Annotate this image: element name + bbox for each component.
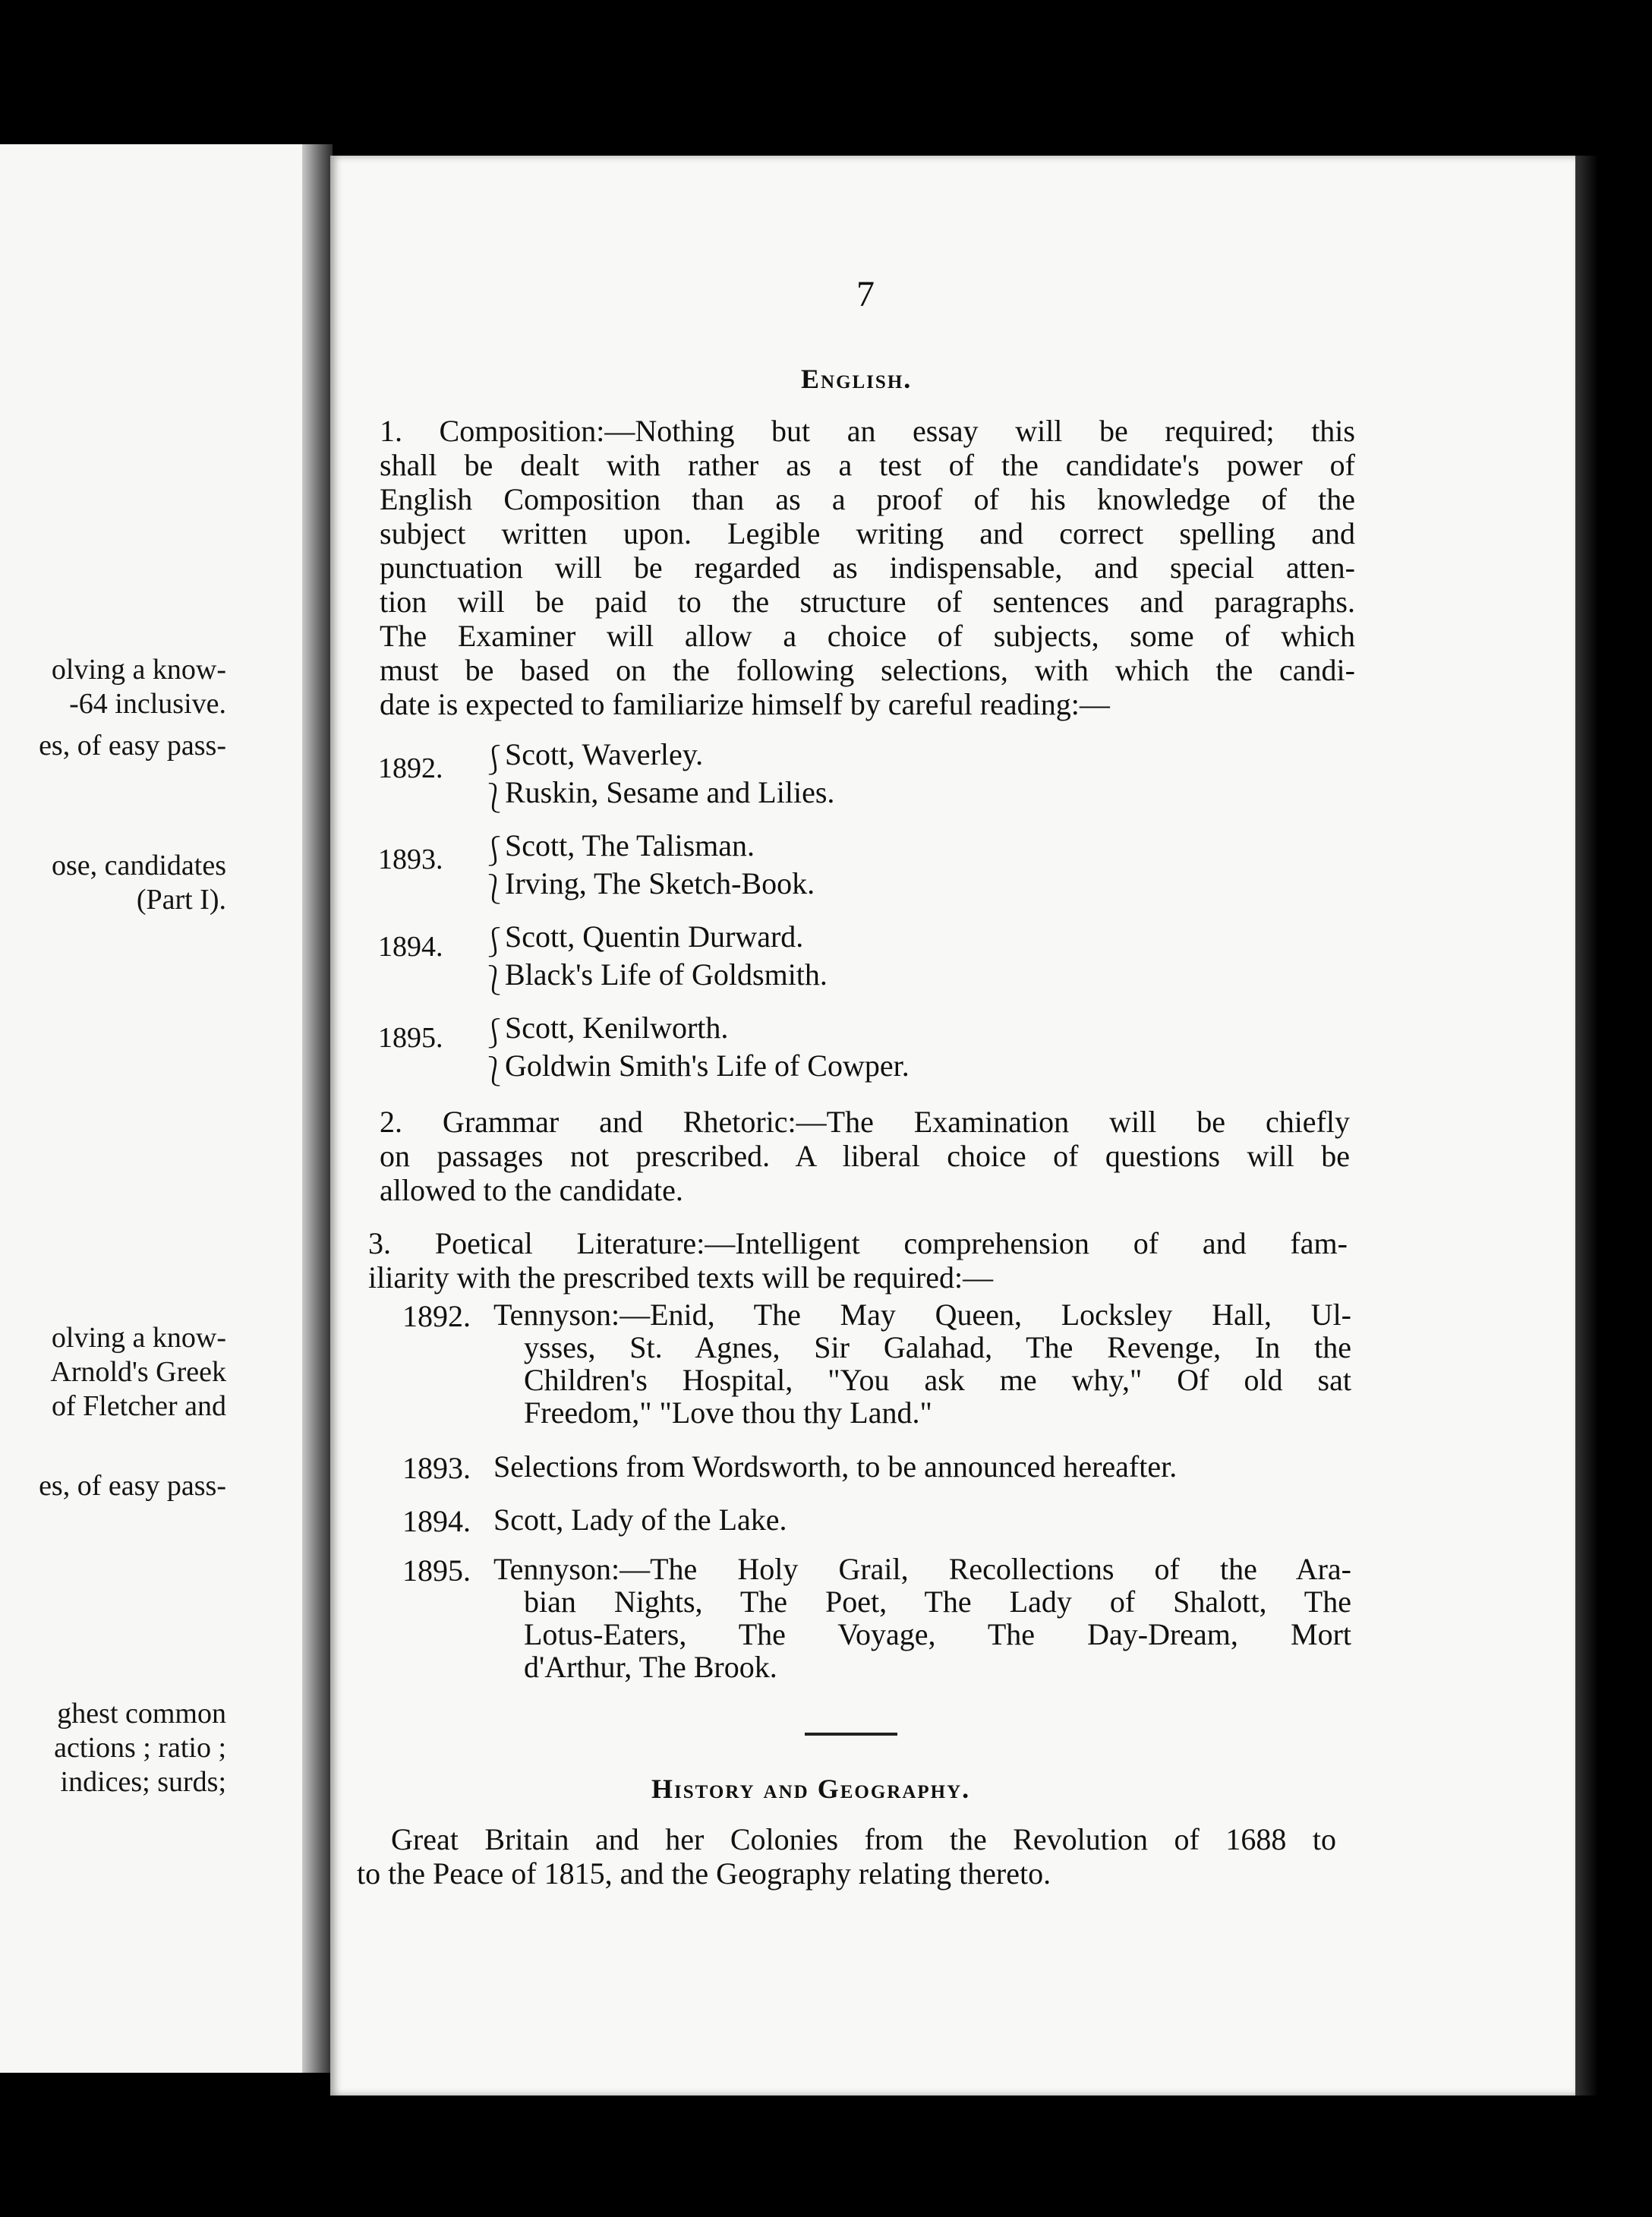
brace-bottom: ⎱ (480, 965, 509, 997)
selection-title: Scott, Waverley. (505, 737, 704, 771)
selection-title: Irving, The Sketch-Book. (505, 866, 815, 900)
text-line: shall be dealt with rather as a test of the candidate's power of (380, 448, 1355, 482)
text-line: Tennyson:—Enid, The May Queen, Locksley Hall, Ul- (493, 1298, 1351, 1332)
left-page-line: actions ; ratio ; (54, 1732, 226, 1764)
composition-paragraph (380, 414, 1355, 721)
poetry-year: 1893. (402, 1451, 471, 1485)
text-line: d'Arthur, The Brook. (524, 1650, 777, 1684)
selection-title: Scott, Quentin Durward. (505, 919, 804, 954)
left-page-line: indices; surds; (60, 1766, 226, 1798)
brace-top: ⎰ (480, 927, 509, 959)
poetry-year: 1892. (402, 1299, 471, 1333)
left-page-line: Arnold's Greek (50, 1356, 226, 1388)
page-number: 7 (856, 274, 875, 314)
left-page-line: (Part I). (136, 884, 226, 916)
brace-bottom: ⎱ (480, 1056, 509, 1088)
left-page-line: -64 inclusive. (69, 688, 226, 720)
brace-top: ⎰ (480, 836, 509, 868)
left-page-line: ghest common (57, 1698, 226, 1730)
text-line: Tennyson:—The Holy Grail, Recollections of the Ara- (493, 1552, 1351, 1586)
brace-top: ⎰ (480, 1018, 509, 1050)
section-heading-english: English. (801, 364, 913, 394)
selection-title: Goldwin Smith's Life of Cowper. (505, 1049, 910, 1083)
selection-title: Scott, Kenilworth. (505, 1011, 729, 1045)
text-line: subject written upon. Legible writing and correct spelling and (380, 516, 1355, 550)
text-line: Great Britain and her Colonies from the Revolution of 1688 to (391, 1822, 1336, 1856)
text-line: punctuation will be regarded as indispensable, and special atten- (380, 550, 1355, 585)
selection-year: 1894. (378, 931, 443, 963)
text-line: iliarity with the prescribed texts will be required:— (368, 1260, 994, 1295)
selection-year: 1893. (378, 844, 443, 875)
brace-bottom: ⎱ (480, 874, 509, 906)
poetry-entry (493, 1298, 1351, 1429)
text-line: Children's Hospital, "You ask me why," Of old sat (524, 1363, 1351, 1397)
text-line: on passages not prescribed. A liberal choice of questions will be (380, 1139, 1350, 1173)
grammar-paragraph (380, 1105, 1350, 1207)
brace-top: ⎰ (480, 745, 509, 777)
text-line: English Composition than as a proof of his knowledge of the (380, 482, 1355, 516)
section-divider (805, 1733, 897, 1736)
left-page-line: es, of easy pass- (39, 730, 226, 762)
left-page-line: of Fletcher and (51, 1390, 226, 1422)
text-line: 2. Grammar and Rhetoric:—The Examination will be chiefly (380, 1105, 1350, 1139)
section-heading-history: History and Geography. (651, 1774, 971, 1804)
left-page-line: ose, candidates (51, 850, 226, 881)
poetry-entry (493, 1503, 1351, 1536)
text-line: must be based on the following selections, with which the candi- (380, 653, 1355, 687)
brace-bottom: ⎱ (480, 783, 509, 815)
text-line: Selections from Wordsworth, to be announced hereafter. (493, 1449, 1178, 1484)
poetry-entry (493, 1450, 1351, 1483)
history-paragraph (357, 1822, 1336, 1891)
left-page-line: olving a know- (51, 654, 226, 686)
text-line: The Examiner will allow a choice of subjects, some of which (380, 619, 1355, 653)
text-line: to the Peace of 1815, and the Geography relating thereto. (357, 1856, 1051, 1891)
text-line: allowed to the candidate. (380, 1173, 683, 1207)
text-line: date is expected to familiarize himself by careful reading:— (380, 687, 1110, 721)
poetry-entry (493, 1553, 1351, 1683)
poetical-paragraph (368, 1226, 1348, 1295)
text-line: 1. Composition:—Nothing but an essay will be required; this (380, 414, 1355, 448)
text-line: Freedom," "Love thou thy Land." (524, 1395, 932, 1430)
text-line: Lotus-Eaters, The Voyage, The Day-Dream, Mort (524, 1617, 1351, 1651)
text-line: tion will be paid to the structure of sentences and paragraphs. (380, 585, 1355, 619)
text-line: 3. Poetical Literature:—Intelligent comprehension of and fam- (368, 1226, 1348, 1260)
left-page-line: es, of easy pass- (39, 1470, 226, 1502)
right-page-edge-shadow (1575, 156, 1598, 2096)
left-page-line: olving a know- (51, 1322, 226, 1354)
selection-title: Ruskin, Sesame and Lilies. (505, 775, 835, 809)
text-line: bian Nights, The Poet, The Lady of Shalott, The (524, 1585, 1351, 1619)
selection-year: 1892. (378, 752, 443, 784)
poetry-year: 1895. (402, 1553, 471, 1588)
text-line: Scott, Lady of the Lake. (493, 1503, 787, 1537)
selection-title: Black's Life of Goldsmith. (505, 957, 828, 992)
selection-title: Scott, The Talisman. (505, 828, 755, 863)
text-line: ysses, St. Agnes, Sir Galahad, The Revenge, In the (524, 1330, 1351, 1364)
left-page-gutter-shadow (302, 144, 333, 2073)
selection-year: 1895. (378, 1022, 443, 1054)
poetry-year: 1894. (402, 1504, 471, 1538)
